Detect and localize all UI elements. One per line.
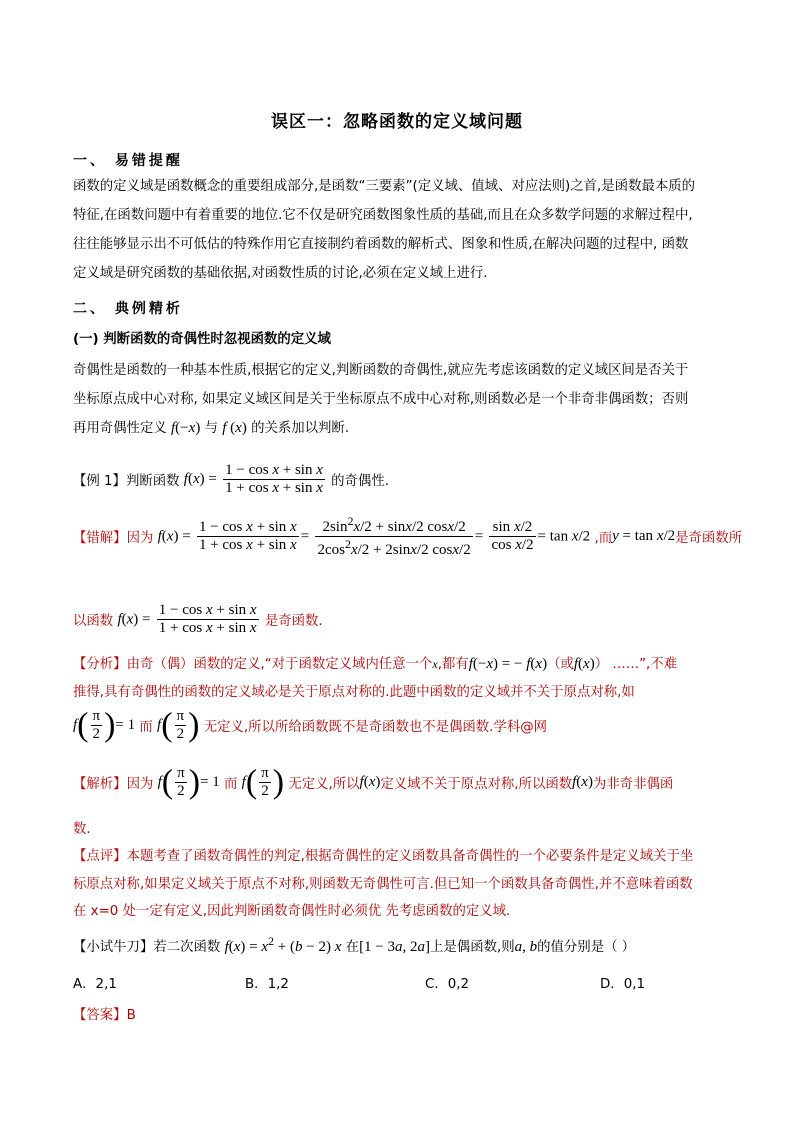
- formula-quadratic: $f(x) = x^2 + (b - 2)$ x: [224, 934, 342, 955]
- exercise-question: 【小试牛刀】若二次函数 $f(x) = x^2 + (b - 2)$ x 在[1 − 3a, 2a]上是偶函数,则a, b的值分别是（ ）: [73, 934, 636, 955]
- tag-wrong-solution: 【错解】: [73, 531, 127, 546]
- comment-line-1: 【点评】本题考查了函数奇偶性的判定,根据奇偶性的定义函数具备奇偶性的一个必要条件是定义域关于坐: [73, 849, 694, 864]
- wrong-solution-cont: 以函数 f(x) = $\frac{\text{1 − cos x + sin x}}{\text{1 + cos x + sin x}}$ 是奇函数.: [73, 602, 323, 636]
- comment-line-3: 在 x=0 处一定有定义,因此判断函数奇偶性时必须优 先考虑函数的定义域.: [73, 904, 511, 919]
- analysis-line-3: f( $\frac{\pi}{2}$ )= 1 而 f( $\frac{\pi}{2}$ ) 无定义,所以所给函数既不是奇函数也不是偶函数.学科@网: [73, 706, 547, 744]
- tips-line-4: 定义域是研究函数的基础依据,对函数性质的讨论,必须在定义域上进行.: [73, 266, 488, 281]
- tag-comment: 【点评】: [73, 849, 127, 864]
- comment-line-2: 标原点对称,如果定义域关于原点不对称,则函数无奇偶性可言.但已知一个函数具备奇偶性,并不意味着函数: [73, 877, 693, 892]
- section-tips-paragraph: [73, 172, 733, 288]
- option-b[interactable]: B．1,2: [245, 977, 289, 992]
- section-heading-tips: 一、 易错提醒: [73, 153, 183, 169]
- option-d[interactable]: D．0,1: [600, 977, 645, 992]
- formula-wrong-conclusion: f(x) = $\frac{\text{1 − cos x + sin x}}{\text{1 + cos x + sin x}}$: [117, 602, 257, 636]
- option-c[interactable]: C．0,2: [425, 977, 470, 992]
- intro-line-1: 奇偶性是函数的一种基本性质,根据它的定义,判断函数的奇偶性,就应先考虑该函数的定义域区间是否关于: [73, 363, 689, 378]
- intro-line-2: 坐标原点成中心对称, 如果定义域区间是关于坐标原点不成中心对称,则函数必是一个非奇非偶函数；否则: [73, 392, 689, 407]
- analysis-line-1: 【分析】由奇（偶）函数的定义,“对于函数定义域内任意一个x,都有f(−x) = − f(x)（或f(x)） ……”,不难: [73, 656, 678, 672]
- tag-analysis: 【分析】: [73, 657, 127, 672]
- section-heading-examples: 二、 典例精析: [73, 301, 183, 317]
- analysis-line-2: 推得,具有奇偶性的函数的定义域必是关于原点对称的.此题中函数的定义域并不关于原点对称,如: [73, 685, 635, 700]
- formula-f-neg-pi-half: f( $\frac{\pi}{2}$ ): [157, 706, 200, 744]
- wrong-solution: 【错解】因为 f(x) = $\frac{\text{1 − cos x + sin x}}{\text{1 + cos x + sin x}}$ = $\frac{2\sin^2x/2 + \sin x/2 \cos x/2}{2\cos^2x/2 + 2\sin x/2 \cos x/2}$ = $\frac{\text{sin x/2}}{\text{cos x/2}}$ = tan x/2 ,而y = tan x/2是奇函数所: [73, 514, 743, 558]
- tips-line-3: 往往能够显示出不可低估的特殊作用它直接制约着函数的解析式、图象和性质,在解决问题的过程中, 函数: [73, 237, 689, 252]
- example-1: 【例 1】判断函数 f(x) = $\frac{\text{1 − cos x + sin x}}{\text{1 + cos x + sin x}}$ 的奇偶性.: [73, 462, 389, 496]
- tips-line-2: 特征,在函数问题中有着重要的地位.它不仅是研究函数图象性质的基础,而且在众多数学问题的求解过程中,: [73, 208, 693, 223]
- tag-solution: 【解析】: [73, 777, 127, 792]
- formula-wrong-chain: f(x) = $\frac{\text{1 − cos x + sin x}}{\text{1 + cos x + sin x}}$ = $\frac{2\sin^2x/2 + \sin x/2 \cos x/2}{2\cos^2x/2 + 2\sin x/2 \cos x/2}$ = $\frac{\text{sin x/2}}{\text{cos x/2}}$ = tan x/2: [157, 514, 591, 558]
- subheading-parity: (一) 判断函数的奇偶性时忽视函数的定义域: [73, 332, 331, 347]
- intro-line-3: 再用奇偶性定义 f(−x) 与 f (x) 的关系加以判断.: [73, 420, 350, 436]
- answer-value: B: [126, 1008, 136, 1023]
- formula-f-pi-half: f( $\frac{\pi}{2}$ )= 1: [73, 706, 136, 744]
- solution-line-1: 【解析】因为 f( $\frac{\pi}{2}$ )= 1 而 f( $\frac{\pi}{2}$ ) 无定义,所以f(x)定义域不关于原点对称,所以函数f(x)为非奇非偶函: [73, 763, 674, 801]
- parity-intro-paragraph: [73, 356, 733, 443]
- answer-line: [73, 1004, 136, 1023]
- tips-line-1: 函数的定义域是函数概念的重要组成部分,是函数“三要素”(定义域、值域、对应法则)之首,是函数最本质的: [73, 179, 696, 194]
- tag-answer: 【答案】: [73, 1008, 127, 1023]
- formula-interval: [1 − 3a, 2a]: [359, 939, 431, 955]
- formula-example-function: f: [183, 471, 188, 487]
- solution-line-2: 数.: [73, 822, 91, 837]
- formula-f-neg-x: f: [171, 420, 176, 436]
- option-a[interactable]: A．2,1: [73, 977, 117, 992]
- page-title: 误区一：忽略函数的定义域问题: [271, 112, 523, 132]
- formula-f-x: f: [222, 420, 227, 436]
